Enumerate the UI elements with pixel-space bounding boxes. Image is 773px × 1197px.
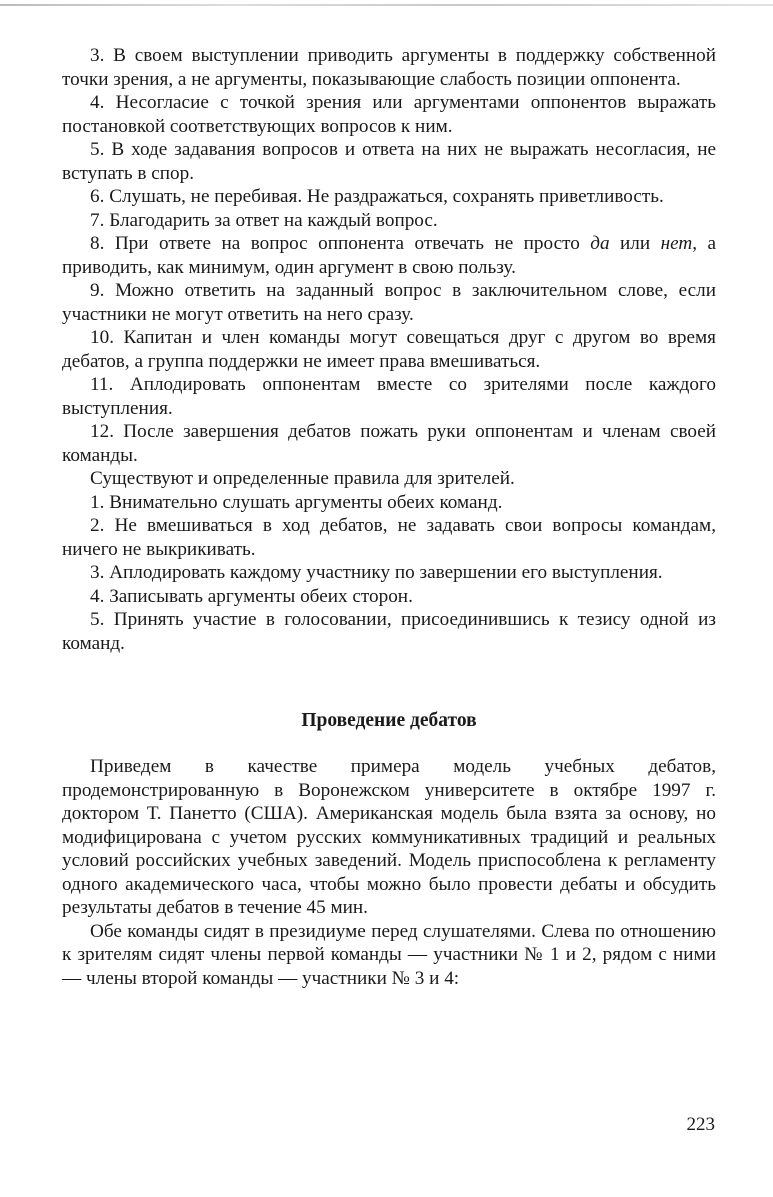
rule-8-part1: 8. При ответе на вопрос оппонента отвечать не просто [90, 233, 591, 254]
top-rule [0, 4, 773, 6]
rule-12: 12. После завершения дебатов пожать руки оппонентам и членам своей команды. [62, 421, 716, 466]
rule-10: 10. Капитан и член команды могут совещаться друг с другом во время дебатов, а группа поддержки не имеет права вмешиваться. [62, 327, 716, 372]
page-number: 223 [686, 1114, 715, 1135]
spectator-rule-2: 2. Не вмешиваться в ход дебатов, не задавать свои вопросы командам, ничего не выкрикивать. [62, 515, 716, 560]
spectator-rule-3: 3. Аплодировать каждому участнику по завершении его выступления. [90, 562, 663, 583]
rule-9: 9. Можно ответить на заданный вопрос в заключительном слове, если участники не могут ответить на него сразу. [62, 280, 716, 325]
page-body [62, 44, 716, 990]
rule-8-part2: или [609, 233, 661, 254]
rule-8-yes: да [590, 233, 610, 254]
rule-11: 11. Аплодировать оппонентам вместе со зрителями после каждого выступления. [62, 374, 716, 419]
rule-5: 5. В ходе задавания вопросов и ответа на них не выражать несогласия, не вступать в спор. [62, 139, 716, 184]
rule-8-part3: , а приводить, как минимум, один аргумент в свою пользу. [62, 233, 716, 278]
rule-7: 7. Благодарить за ответ на каждый вопрос. [90, 209, 438, 231]
spectator-rule-1: 1. Внимательно слушать аргументы обеих команд. [90, 491, 503, 513]
spectators-intro: Существуют и определенные правила для зрителей. [90, 468, 515, 489]
spectator-rule-5: 5. Принять участие в голосовании, присоединившись к тезису одной из команд. [62, 609, 716, 654]
spectator-rule-4: 4. Записывать аргументы обеих сторон. [90, 585, 413, 607]
section-paragraph-1: Приведем в качестве примера модель учебных дебатов, продемонстрированную в Воронежском университете в октябре 1997 г. доктором Т. Панетто (США). Американская модель была взята за основу, но модифицирована с учетом русских коммуникативных традиций и реальных условий российских учебных заведений. Модель приспособлена к регламенту одного академического часа, чтобы можно было провести дебаты и обсудить результаты дебатов в течение 45 мин. [62, 756, 716, 918]
rule-4: 4. Несогласие с точкой зрения или аргументами оппонентов выражать постановкой соответствующих вопросов к ним. [62, 92, 716, 137]
section-heading: Проведение дебатов [301, 710, 477, 731]
rule-3: 3. В своем выступлении приводить аргументы в поддержку собственной точки зрения, а не аргументы, показывающие слабость позиции оппонента. [62, 45, 716, 90]
rule-8 [62, 232, 716, 279]
rule-6: 6. Слушать, не перебивая. Не раздражаться, сохранять приветливость. [90, 186, 664, 207]
section-paragraph-2: Обе команды сидят в президиуме перед слушателями. Слева по отношению к зрителям сидят члены первой команды — участники № 1 и 2, рядом с ними — члены второй команды — участники № 3 и 4: [62, 920, 716, 989]
rule-8-no: нет [660, 233, 693, 254]
